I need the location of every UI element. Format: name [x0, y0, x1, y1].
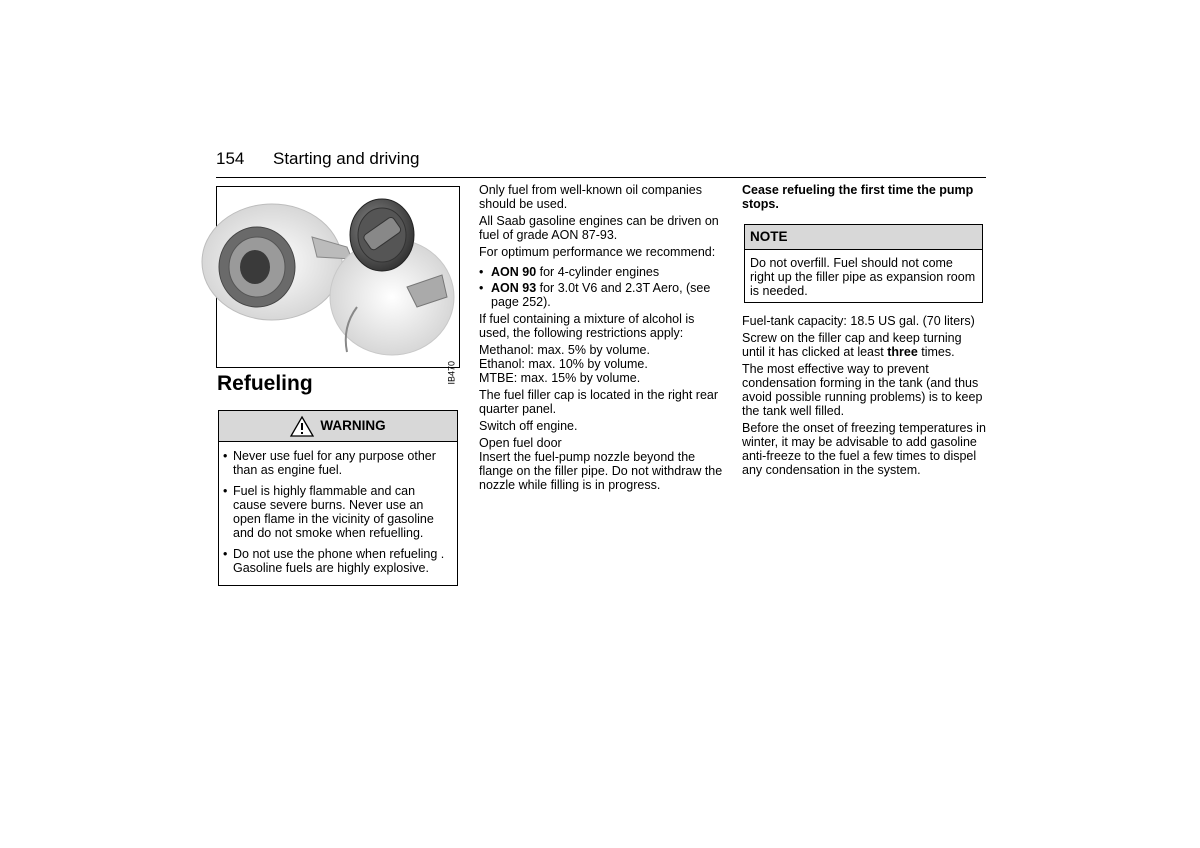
figure-code: IB470	[447, 361, 457, 385]
restriction-line: Ethanol: max. 10% by volume.	[479, 357, 648, 371]
note-box	[744, 224, 983, 303]
note-body: Do not overfill. Fuel should not come right up the filler pipe as expansion room is needed.	[750, 256, 976, 298]
page-header	[216, 149, 986, 178]
warning-item: • Do not use the phone when refueling . Gasoline fuels are highly explosive.	[233, 547, 447, 575]
warning-title: WARNING	[320, 418, 386, 433]
page-number: 154	[216, 149, 245, 168]
warning-item: • Never use fuel for any purpose other than as engine fuel.	[233, 449, 447, 477]
fuel-grade-desc: for 3.0t V6 and 2.3T Aero, (see page 252).	[491, 281, 711, 309]
fuel-grade-desc: for 4-cylinder engines	[536, 265, 660, 279]
recommendation-item	[491, 265, 724, 279]
recommendation-list	[479, 265, 724, 309]
fuel-grade: AON 93	[491, 281, 537, 295]
paragraph: If fuel containing a mixture of alcohol is used, the following restrictions apply:	[479, 312, 695, 340]
restriction-line: Methanol: max. 5% by volume.	[479, 343, 650, 357]
paragraph: Before the onset of freezing temperatures in winter, it may be advisable to add gasoline anti-freeze to the fuel a few times to dispel any condensation in the system.	[742, 421, 986, 477]
paragraph: Switch off engine.	[479, 419, 578, 433]
right-column	[742, 183, 987, 480]
paragraph	[742, 331, 987, 359]
emphasis: three	[887, 345, 918, 359]
warning-list	[219, 442, 457, 585]
paragraph: Open fuel door	[479, 436, 562, 450]
recommendation-item	[491, 281, 724, 309]
paragraph: The fuel filler cap is located in the right rear quarter panel.	[479, 388, 719, 416]
paragraph: All Saab gasoline engines can be driven on fuel of grade AON 87-93.	[479, 214, 719, 242]
warning-triangle-icon	[290, 416, 314, 437]
fuel-filler-drawing	[217, 187, 459, 367]
text: Screw on the filler cap and keep turning until it has clicked at least	[742, 331, 962, 359]
restriction-line: MTBE: max. 15% by volume.	[479, 371, 641, 385]
paragraph: Only fuel from well-known oil companies should be used.	[479, 183, 703, 211]
note-header: NOTE	[745, 225, 982, 250]
text: times.	[917, 345, 955, 359]
paragraph: Fuel-tank capacity: 18.5 US gal. (70 liters)	[742, 314, 975, 328]
paragraph: For optimum performance we recommend:	[479, 245, 716, 259]
page-heading: Refueling	[217, 372, 313, 395]
paragraph: Insert the fuel-pump nozzle beyond the flange on the filler pipe. Do not withdraw the nozzle while filling is in progress.	[479, 450, 723, 492]
middle-column	[479, 183, 724, 495]
warning-header	[219, 411, 457, 442]
warning-item: • Fuel is highly flammable and can cause severe burns. Never use an open flame in the vicinity of gasoline and do not smoke when refuelling.	[233, 484, 447, 540]
paragraph: The most effective way to prevent condensation forming in the tank (and thus avoid possible running problems) is to keep the tank well filled.	[742, 362, 983, 418]
bold-intro: Cease refueling the first time the pump stops.	[742, 183, 974, 211]
warning-box	[218, 410, 458, 586]
fuel-grade: AON 90	[491, 265, 537, 279]
section-title: Starting and driving	[273, 149, 420, 168]
